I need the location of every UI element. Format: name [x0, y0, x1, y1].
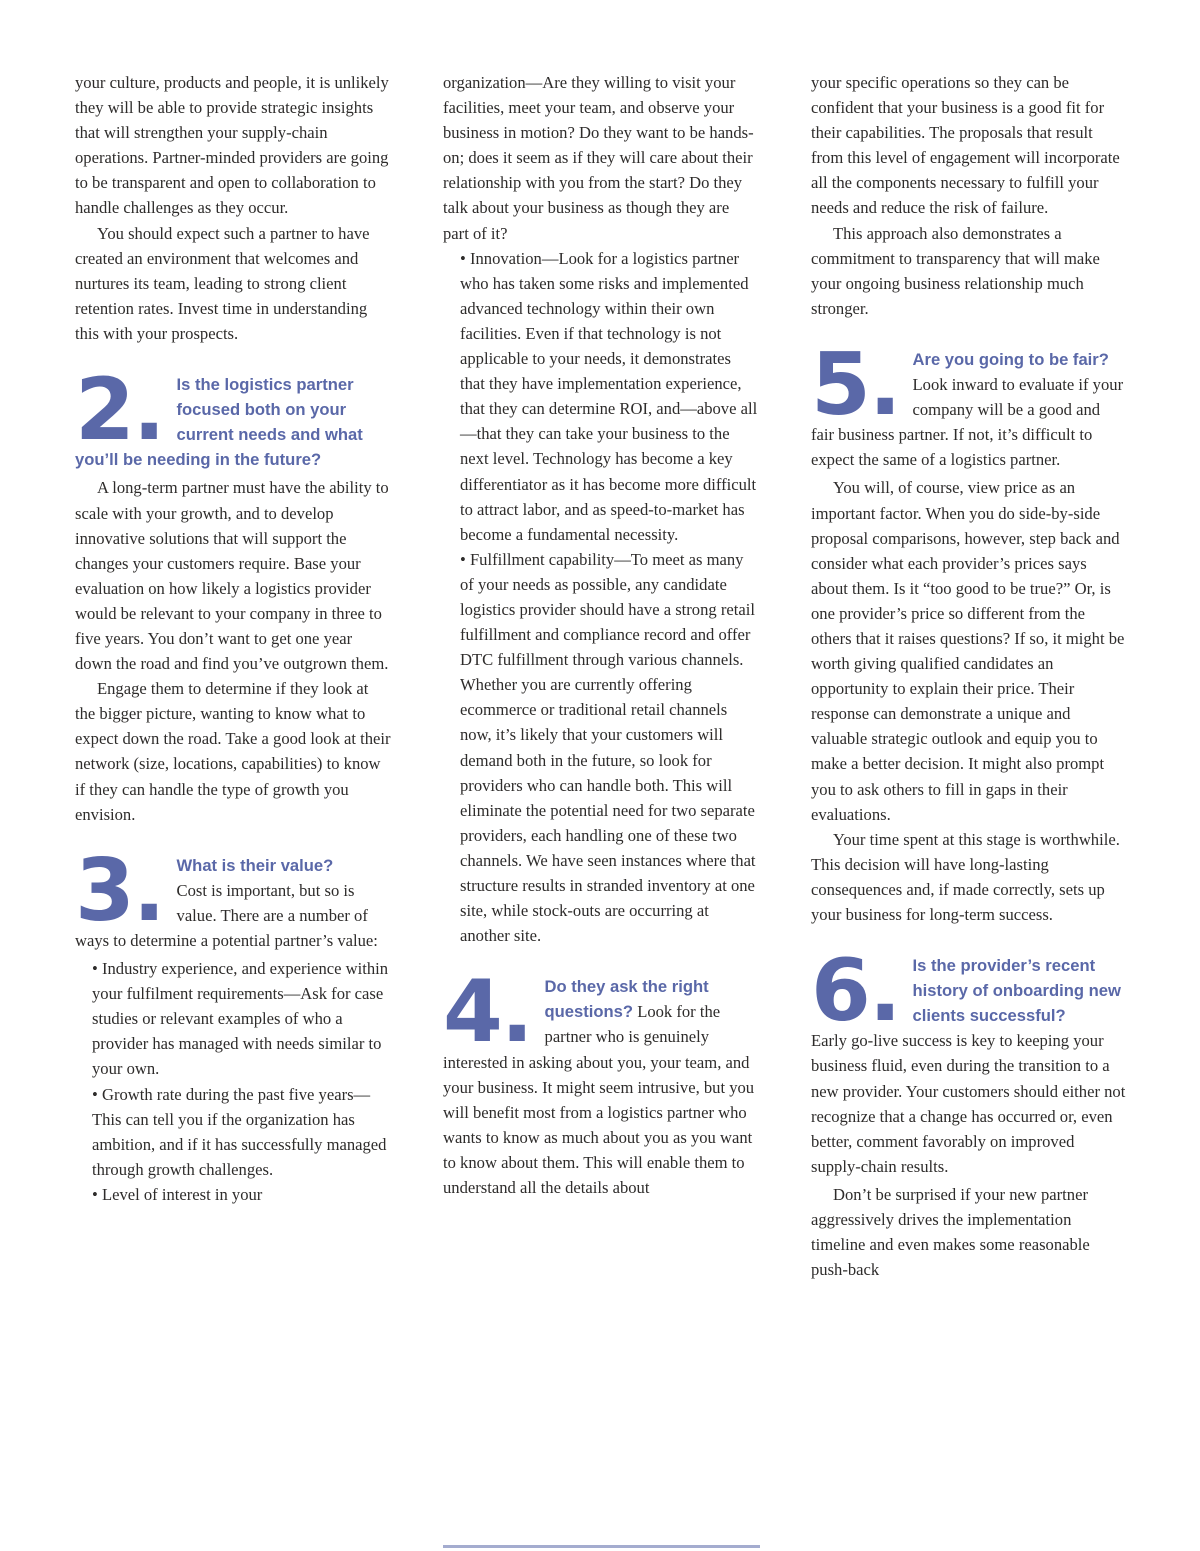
body-paragraph: your culture, products and people, it is unlikely they will be able to provide strategic insights that will strengthen your supply-chain operations. Partner-minded providers are going to be transparent and open to collaboration to handle challenges as they occur.	[75, 73, 389, 218]
column-1	[75, 70, 391, 1282]
section-heading: What is their value?	[176, 855, 334, 875]
section-heading: Are you going to be fair?	[912, 349, 1109, 369]
body-paragraph: You will, of course, view price as an important factor. When you do side-by-side proposal comparisons, however, step back and consider what each provider’s prices says about them. Is it “too good to be true?” Or, is one provider’s price so different from the others that it raises questions? If so, it might be worth giving qualified candidates an opportunity to explain their price. Their response can demonstrate a unique and valuable strategic outlook and equip you to make a better decision. It might also prompt you to ask others to fill in gaps in their evaluations.	[811, 478, 1125, 824]
section-number: 2.	[75, 360, 164, 461]
section-number: 4.	[443, 962, 532, 1063]
section-number: 5.	[811, 334, 900, 435]
bullet-item: • Fulfillment capability—To meet as many of your needs as possible, any candidate logistics provider should have a strong retail fulfillment and compliance record and offer DTC fulfillment through various channels. Whether you are currently offering ecommerce or traditional retail channels now, it’s likely that your customers will demand both in the future, so look for providers who can handle both. This will eliminate the potential need for two separate providers, each handling one of these two channels. We have seen instances where that structure results in stranded inventory at one site, while stock-outs are occurring at another site.	[460, 549, 756, 946]
section-body-text: Look inward to evaluate if your company will be a good and fair business partner. If not, it’s difficult to expect the same of a logistics partner.	[811, 375, 1124, 470]
body-paragraph: Your time spent at this stage is worthwhile. This decision will have long-lasting consequences and, if made correctly, sets up your business for long-term success.	[811, 829, 1120, 924]
section-heading: Do they ask the right questions?	[544, 977, 709, 1022]
section-number: 6.	[811, 941, 900, 1042]
article-columns	[75, 70, 1127, 1282]
column-3	[811, 70, 1127, 1282]
body-paragraph: Engage them to determine if they look at the bigger picture, wanting to know what to expect down the road. Take a good look at their network (size, locations, capabilities) to know if they can handle the type of growth you envision.	[75, 679, 391, 824]
section-4	[443, 962, 759, 1200]
body-paragraph: Don’t be surprised if your new partner aggressively drives the implementation timeline and even makes some reasonable push-back	[811, 1184, 1090, 1280]
section-6	[811, 941, 1127, 1179]
section-body-text: Cost is important, but so is value. There are a number of ways to determine a potential partner’s value:	[75, 880, 378, 950]
body-paragraph: organization—Are they willing to visit your facilities, meet your team, and observe your business in motion? Do they want to be hands-on; does it seem as if they will care about their relationship with you from the start? Do they talk about your business as though they are part of it?	[443, 73, 754, 243]
section-heading: Is the provider’s recent history of onboarding new clients successful?	[912, 956, 1121, 1026]
section-5	[811, 334, 1127, 472]
section-body-text: Look for the partner who is genuinely interested in asking about you, your team, and your business. It might seem intrusive, but you will benefit most from a logistics partner who wants to know as much about you as you want to know about them. This will enable them to understand all the details about	[443, 1002, 755, 1198]
section-2	[75, 360, 391, 472]
footer-rule	[443, 1545, 760, 1548]
section-number: 3.	[75, 840, 164, 941]
bullet-item: • Innovation—Look for a logistics partner who has taken some risks and implemented advanced technology within their own facilities. Even if that technology is not applicable to your needs, it demonstrates that they have implementation experience, that they can determine ROI, and—above all—that they can take your business to the next level. Technology has become a key differentiator as it has become more difficult to attract labor, and as speed-to-market has become a fundamental necessity.	[460, 248, 758, 544]
column-2	[443, 70, 759, 1282]
body-paragraph: A long-term partner must have the ability to scale with your growth, and to develop innovative solutions that will support the changes your customers require. Base your evaluation on how likely a logistics provider would be relevant to your company in three to five years. You don’t want to get one year down the road and find you’ve outgrown them.	[75, 478, 389, 674]
bullet-item: • Industry experience, and experience within your fulfilment requirements—Ask for case studies or relevant examples of who a provider has managed with needs similar to your own.	[92, 959, 389, 1079]
body-paragraph: This approach also demonstrates a commitment to transparency that will make your ongoing business relationship much stronger.	[811, 223, 1100, 318]
section-heading: Is the logistics partner focused both on your current needs and what you’ll be needing in the future?	[75, 375, 363, 470]
body-paragraph: your specific operations so they can be confident that your business is a good fit for their capabilities. The proposals that result from this level of engagement will incorporate all the components necessary to fulfill your needs and reduce the risk of failure.	[811, 73, 1120, 218]
body-paragraph: You should expect such a partner to have created an environment that welcomes and nurtures its team, leading to strong client retention rates. Invest time in understanding this with your prospects.	[75, 223, 370, 343]
bullet-item: • Growth rate during the past five years—This can tell you if the organization has ambition, and if it has successfully managed through growth challenges.	[92, 1084, 387, 1179]
section-3	[75, 840, 391, 953]
bullet-item: • Level of interest in your	[92, 1184, 263, 1204]
section-body-text: Early go-live success is key to keeping your business fluid, even during the transition to a new provider. Your customers should either not recognize that a change has occurred or, even better, comment favorably on improved supply-chain results.	[811, 1031, 1126, 1176]
